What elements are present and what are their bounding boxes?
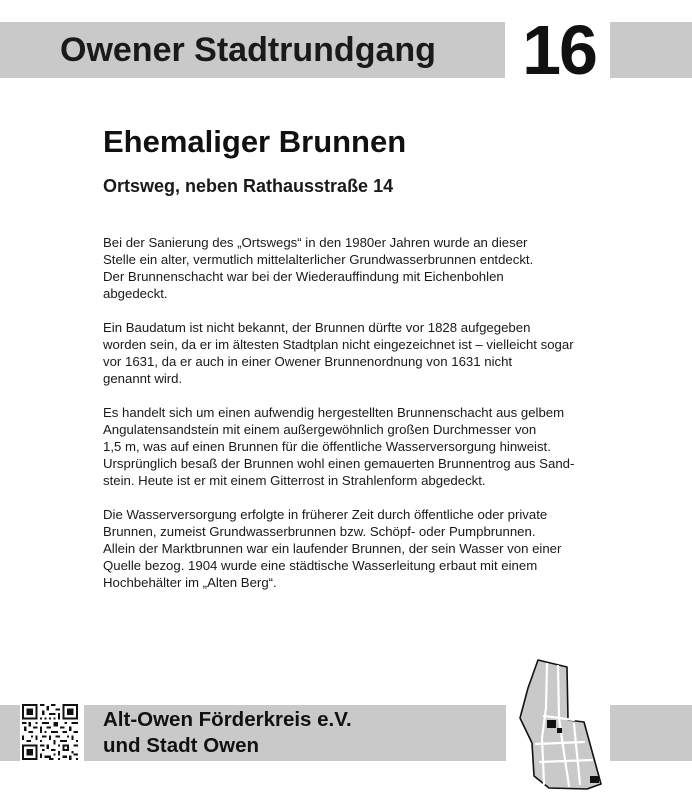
footer-band-left	[0, 705, 20, 761]
qr-code-icon[interactable]	[22, 704, 78, 760]
station-number: 16	[522, 11, 596, 89]
text-line: Allein der Marktbrunnen war ein laufender Brunnen, der sein Wasser von einer	[103, 541, 562, 556]
text-line: genannt wird.	[103, 371, 183, 386]
text-line: vor 1631, da er auch in einer Owener Brunnenordnung von 1631 nicht	[103, 354, 513, 369]
footer-line: Alt-Owen Förderkreis e.V.	[103, 708, 352, 731]
town-map-icon	[514, 658, 608, 790]
text-line: Es handelt sich um einen aufwendig hergestellten Brunnenschacht aus gelbem	[103, 405, 565, 420]
text-line: Bei der Sanierung des „Ortswegs“ in den 1980er Jahren wurde an dieser	[103, 235, 528, 250]
paragraph	[103, 404, 603, 489]
text-line: Der Brunnenschacht war bei der Wiederauffindung mit Eichenbohlen	[103, 269, 504, 284]
text-line: abgedeckt.	[103, 286, 168, 301]
text-line: Stelle ein alter, vermutlich mittelalterlicher Grundwasserbrunnen entdeckt.	[103, 252, 534, 267]
paragraph	[103, 506, 603, 591]
text-line: stein. Heute ist er mit einem Gitterrost in Strahlenform abgedeckt.	[103, 473, 486, 488]
footer-line: und Stadt Owen	[103, 734, 260, 757]
text-line: Die Wasserversorgung erfolgte in früherer Zeit durch öffentliche oder private	[103, 507, 548, 522]
page-title: Ehemaliger Brunnen	[103, 124, 407, 159]
footer-band-right	[610, 705, 692, 761]
page-subtitle: Ortsweg, neben Rathausstraße 14	[103, 176, 394, 196]
paragraph	[103, 234, 603, 302]
paragraph	[103, 319, 603, 387]
text-line: Brunnen, zumeist Grundwasserbrunnen bzw. Schöpf- oder Pumpbrunnen.	[103, 524, 536, 539]
text-line: Angulatensandstein mit einem außergewöhnlich großen Durchmesser von	[103, 422, 537, 437]
text-line: 1,5 m, was auf einen Brunnen für die öffentliche Wasserversorgung hinweist.	[103, 439, 551, 454]
header-title: Owener Stadtrundgang	[60, 31, 436, 69]
body-text	[103, 234, 603, 608]
footer-text	[103, 707, 352, 759]
text-line: Ein Baudatum ist nicht bekannt, der Brunnen dürfte vor 1828 aufgegeben	[103, 320, 531, 335]
text-line: Quelle bezog. 1904 wurde eine städtische Wasserleitung erbaut mit einem	[103, 558, 538, 573]
text-line: worden sein, da er im ältesten Stadtplan nicht eingezeichnet ist – vielleicht sogar	[103, 337, 574, 352]
text-line: Hochbehälter im „Alten Berg“.	[103, 575, 277, 590]
header-band-right	[610, 22, 692, 78]
text-line: Ursprünglich besaß der Brunnen wohl einen gemauerten Brunnentrog aus Sand-	[103, 456, 575, 471]
